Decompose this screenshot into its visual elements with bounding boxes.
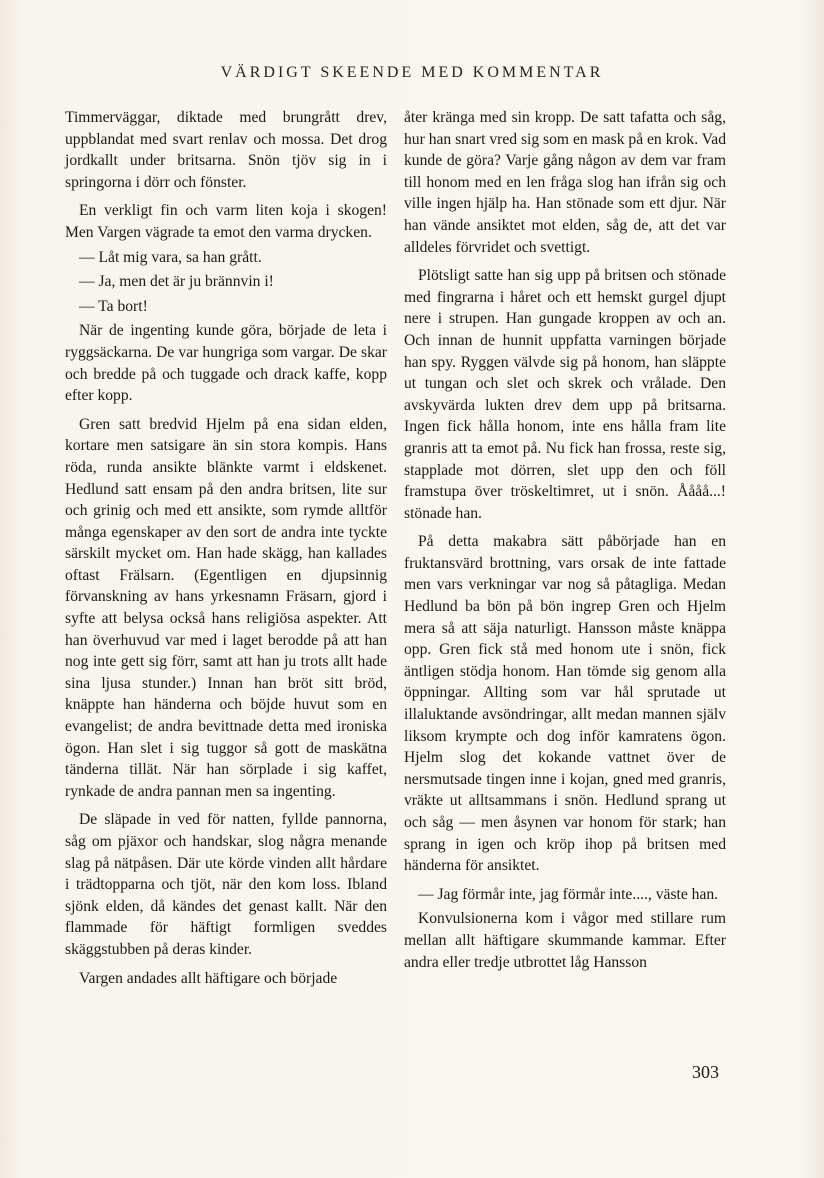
- paragraph: Plötsligt satte han sig upp på britsen och stönade med fingrarna i håret och ett hemskt gurgel djupt nere i strupen. Han gungade kroppen av och an. Och innan de hunnit uppfatta varningen började han spy. Ryggen välvde sig på honom, han släppte ut tungan och slet och skrek och vrålade. Den avskyvärda lukten drev dem upp på britsarna. Ingen fick hålla honom, inte ens hålla fram lite granris att ta emot på. Nu fick han frossa, reste sig, stapplade mot dörren, slet upp den och föll framstupa över tröskeltimret, ut i snön. Åååå...! stönade han.: [404, 267, 726, 522]
- paragraph: Timmerväggar, diktade med brungrått drev, uppblandat med svart renlav och mossa. Det drog jordkallt under britsarna. Snön tjöv sig in i springorna i dörr och fönster.: [65, 109, 387, 191]
- running-header: VÄRDIGT SKEENDE MED KOMMENTAR: [220, 64, 604, 81]
- paragraph: De släpade in ved för natten, fyllde pannorna, såg om pjäxor och handskar, slog några menande slag på nätpåsen. Där ute körde vinden allt hårdare i trädtopparna och tjöt, när den kom loss. Ibland sjönk elden, då kändes det genast kallt. När den flammade för häftigt formligen sveddes skäggstubben på deras kinder.: [65, 811, 387, 958]
- paragraph: När de ingenting kunde göra, började de leta i ryggsäckarna. De var hungriga som vargar. De skar och bredde på och tuggade och drack kaffe, kopp efter kopp.: [65, 322, 387, 405]
- paragraph: Konvulsionerna kom i vågor med stillare rum mellan allt häftigare skummande kammar. Efter andra eller tredje utbrottet låg Hansson: [404, 910, 726, 971]
- dialogue-line: — Låt mig vara, sa han grått.: [79, 248, 262, 266]
- paragraph: Vargen andades allt häftigare och började: [79, 969, 338, 987]
- paragraph: På detta makabra sätt påbörjade han en fruktansvärd brottning, vars orsak de inte fattade men vars verkningar var nog så påtagliga. Medan Hedlund ba bön på bön ingrep Gren och Hjelm mera så att säja naturligt. Hansson måste knäppa opp. Gren fick stå med honom ute i snön, fick äntligen stödja honom. Han tömde sig genom alla öppningar. Allting som var hål sprutade ut illaluktande avsöndringar, allt medan mannen själv liksom krympte och dog inför kamratens ögon. Hjelm slog det kokande vattnet över de nersmutsade tingen inne i kojan, gned med granris, vräkte ut alltsammans i snön. Hedlund sprang ut och såg — men åsynen var honom för stark; han sprang in igen och kröp ihop på britsen med händerna för ansiktet.: [404, 533, 726, 875]
- left-column: [65, 107, 387, 996]
- paragraph: En verkligt fin och varm liten koja i skogen! Men Vargen vägrade ta emot den varma drycken.: [65, 202, 387, 241]
- dialogue-line: — Jag förmår inte, jag förmår inte...., väste han.: [418, 885, 719, 903]
- dialogue-line: — Ja, men det är ju brännvin i!: [79, 273, 274, 291]
- dialogue-line: — Ta bort!: [79, 297, 148, 315]
- page-number: 303: [692, 1062, 719, 1082]
- paragraph: åter kränga med sin kropp. De satt tafatta och såg, hur han snart vred sig som en mask på en krok. Vad kunde de göra? Varje gång någon av dem var fram till honom med en len fråga slog han ifrån sig och ville ingen hjälp ha. Han stönade som ett djur. När han vände ansiktet mot elden, såg de, att det var alldeles förvridet och svettigt.: [404, 109, 726, 256]
- paragraph: Gren satt bredvid Hjelm på ena sidan elden, kortare men satsigare än sin stora kompis. Hans röda, runda ansikte blänkte varmt i eldskenet. Hedlund satt ensam på den andra britsen, lite sur och grinig och med ett ansikte, som rymde alltför många egenskaper av den sort de andra inte tyckte särskilt mycket om. Han hade skägg, han kallades oftast Frälsarn. (Egentligen en djupsinnig förvanskning av hans yrkesnamn Fräsarn, gjord i syfte att belysa också hans religiösa aspekter. Att han överhuvud var med i laget berodde på att han nog inte gett sig förr, samt att han ju trots allt hade sina ljusa stunder.) Innan han bröt sitt bröd, knäppte han händerna och böjde huvut som en evangelist; de andra bevittnade detta med ironiska ögon. Han slet i sig tuggor så gott de maskätna tänderna tillät. När han sörplade i sig kaffet, rynkade de andra pannan men sa ingenting.: [65, 415, 387, 800]
- right-column: [404, 107, 726, 980]
